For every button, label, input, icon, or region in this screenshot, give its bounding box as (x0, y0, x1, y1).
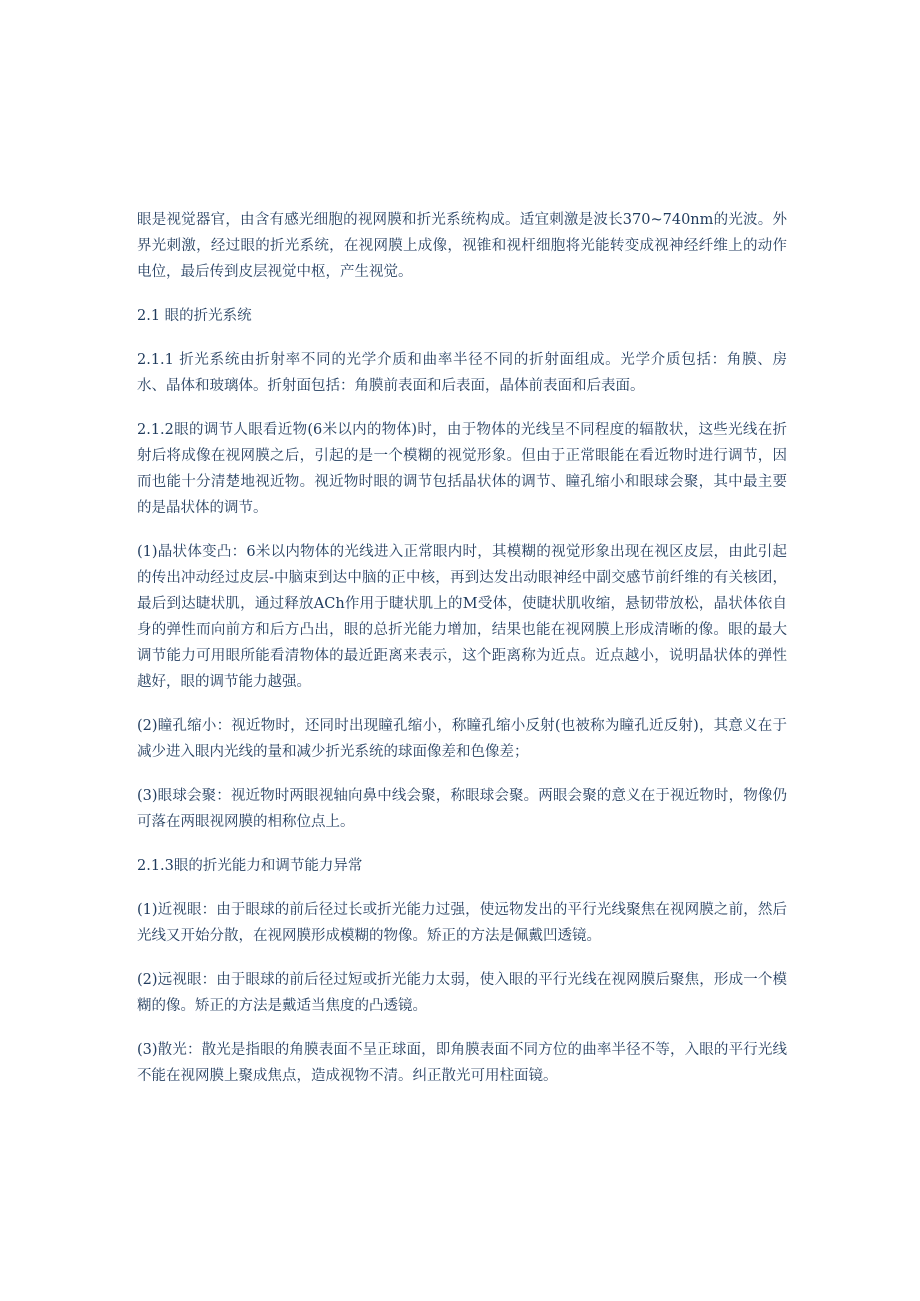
paragraph-lens-convex: (1)晶状体变凸：6米以内物体的光线进入正常眼内时，其模糊的视觉形象出现在视区皮层，由此引起的传出冲动经过皮层-中脑束到达中脑的正中核，再到达发出动眼神经中副交感节前纤维的有关核团，最后到达睫状肌，通过释放ACh作用于睫状肌上的M受体，使睫状肌收缩，悬韧带放松，晶状体依自身的弹性而向前方和后方凸出，眼的总折光能力增加，结果也能在视网膜上形成清晰的像。眼的最大调节能力可用眼所能看清物体的最近距离来表示，这个距离称为近点。近点越小，说明晶状体的弹性越好，眼的调节能力越强。 (137, 544, 787, 690)
intro-paragraph: 眼是视觉器官，由含有感光细胞的视网膜和折光系统构成。适宜刺激是波长370~740nm的光波。外界光刺激，经过眼的折光系统，在视网膜上成像，视锥和视杆细胞将光能转变成视神经纤维上的动作电位，最后传到皮层视觉中枢，产生视觉。 (137, 212, 787, 280)
paragraph-2-1-1: 2.1.1 折光系统由折射率不同的光学介质和曲率半径不同的折射面组成。光学介质包括：角膜、房水、晶体和玻璃体。折射面包括：角膜前表面和后表面，晶体前表面和后表面。 (137, 352, 787, 394)
paragraph-myopia: (1)近视眼：由于眼球的前后径过长或折光能力过强，使远物发出的平行光线聚焦在视网膜之前，然后光线又开始分散，在视网膜形成模糊的物像。矫正的方法是佩戴凹透镜。 (137, 902, 787, 944)
paragraph-hyperopia: (2)远视眼：由于眼球的前后径过短或折光能力太弱，使入眼的平行光线在视网膜后聚焦，形成一个模糊的像。矫正的方法是戴适当焦度的凸透镜。 (137, 972, 787, 1014)
document-body (137, 207, 787, 1107)
paragraph-astigmatism: (3)散光：散光是指眼的角膜表面不呈正球面，即角膜表面不同方位的曲率半径不等，入眼的平行光线不能在视网膜上聚成焦点，造成视物不清。纠正散光可用柱面镜。 (137, 1042, 787, 1084)
paragraph-pupil-constriction: (2)瞳孔缩小：视近物时，还同时出现瞳孔缩小，称瞳孔缩小反射(也被称为瞳孔近反射)，其意义在于减少进入眼内光线的量和减少折光系统的球面像差和色像差； (137, 718, 787, 760)
paragraph-2-1-2: 2.1.2眼的调节人眼看近物(6米以内的物体)时，由于物体的光线呈不同程度的辐散状，这些光线在折射后将成像在视网膜之后，引起的是一个模糊的视觉形象。但由于正常眼能在看近物时进行调节，因而也能十分清楚地视近物。视近物时眼的调节包括晶状体的调节、瞳孔缩小和眼球会聚，其中最主要的是晶状体的调节。 (137, 422, 787, 516)
section-heading-2-1: 2.1 眼的折光系统 (137, 308, 252, 324)
paragraph-convergence: (3)眼球会聚：视近物时两眼视轴向鼻中线会聚，称眼球会聚。两眼会聚的意义在于视近物时，物像仍可落在两眼视网膜的相称位点上。 (137, 788, 787, 830)
section-heading-2-1-3: 2.1.3眼的折光能力和调节能力异常 (137, 858, 363, 874)
